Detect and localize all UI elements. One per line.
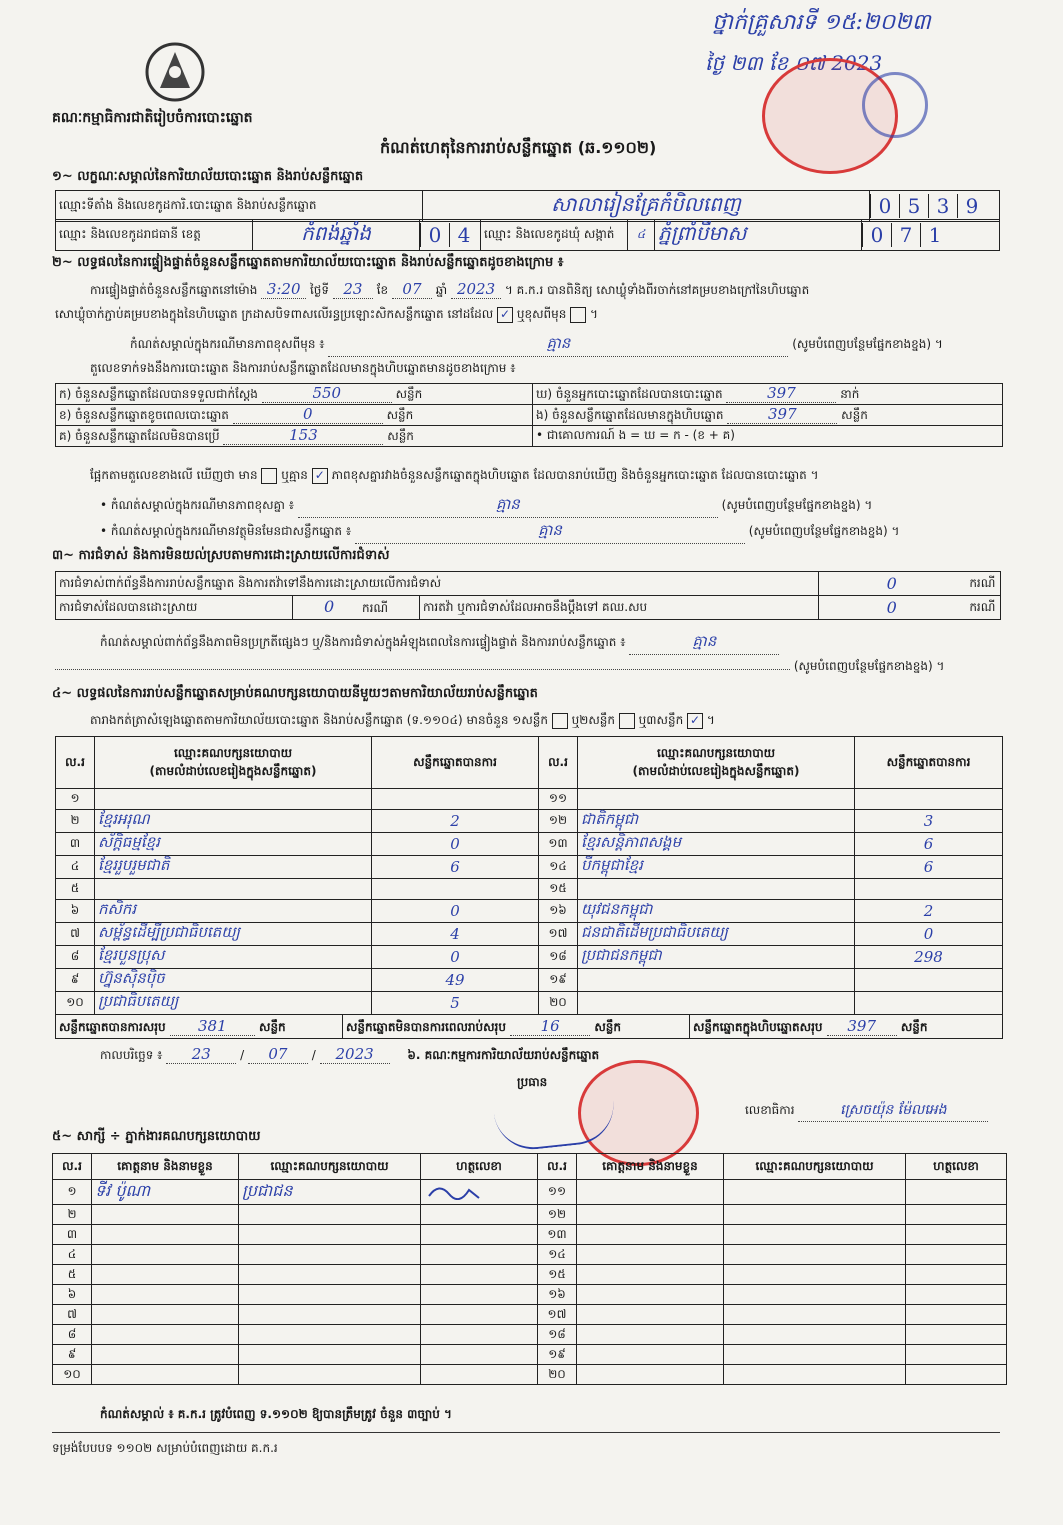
- witness-party: [724, 1205, 906, 1225]
- resolved-complaints-label: ការជំទាស់ដែលបានដោះស្រាយ: [56, 596, 293, 620]
- chair-label: ប្រធាន: [517, 1075, 548, 1089]
- witness-number: ១២: [538, 1205, 577, 1225]
- party-number: ១៩: [539, 969, 578, 992]
- witness-party: [239, 1225, 421, 1245]
- totals-table: [55, 1014, 1003, 1039]
- party-name: សម្ព័ន្ធដើម្បីប្រជាធិបតេយ្យ: [95, 923, 372, 946]
- results-row: [56, 879, 1003, 900]
- witness-row: [53, 1245, 1007, 1265]
- witness-signature: [421, 1205, 538, 1225]
- figures-row: ក) ចំនួនសន្លឹកឆ្នោតដែលបានទទួលជាក់ស្តែង 550 សន្លឹក ឃ) ចំនួនអ្នកបោះឆ្នោតដែលបានបោះឆ្នោត 397 នាក់: [56, 384, 1003, 405]
- party-votes: 3: [855, 810, 1003, 833]
- witness-party: [724, 1285, 906, 1305]
- witness-party: [724, 1325, 906, 1345]
- complaints-row1-value: 0: [818, 572, 965, 596]
- witness-name: [92, 1325, 239, 1345]
- witness-signature: [421, 1285, 538, 1305]
- section1-heading: ១~ លក្ខណៈសម្គាល់នៃការិយាល័យបោះឆ្នោត និងរាប់សន្លឹកឆ្នោត: [52, 169, 364, 184]
- emblem-icon: [140, 40, 210, 105]
- witness-party: [724, 1345, 906, 1365]
- commune-number: ៤: [628, 220, 655, 251]
- form-note: ទម្រង់បែបបទ ១១០២ សម្រាប់បំពេញដោយ គ.ក.រ: [52, 1441, 278, 1455]
- figures-intro: តួលេខទាក់ទងនឹងការបោះឆ្នោត និងការរាប់សន្លឹកឆ្នោតដែលមានក្នុងហិបឆ្នោតមានដូចខាងក្រោម ៖: [90, 361, 516, 375]
- witness-signature: [421, 1245, 538, 1265]
- witness-signature: [906, 1180, 1007, 1205]
- handwritten-annotation-date: ថ្ងៃ ២៣ ខែ ០៧ 2023: [705, 51, 883, 75]
- witness-party: [239, 1365, 421, 1385]
- section2-heading: ២~ លទ្ធផលនៃការផ្ទៀងផ្ទាត់ចំនួនសន្លឹកឆ្នោតតាមការិយាល័យបោះឆ្នោត និងរាប់សន្លឹកឆ្នោតដូចខាងក្រោម ៖: [52, 255, 564, 270]
- witness-name: [92, 1305, 239, 1325]
- witness-number: ១: [53, 1180, 92, 1205]
- commune-name: ភ្នំព្រាំបីមាស: [655, 220, 862, 251]
- witness-number: ៦: [53, 1285, 92, 1305]
- party-number: ៧: [56, 923, 95, 946]
- witness-party: [724, 1180, 906, 1205]
- province-info-table: [55, 219, 1000, 251]
- results-row: [56, 810, 1003, 833]
- party-number: ១២: [539, 810, 578, 833]
- witness-number: ១៩: [538, 1345, 577, 1365]
- party-number: ៤: [56, 856, 95, 879]
- party-votes: [372, 789, 539, 810]
- commune-code: 0 7 1: [862, 220, 1000, 251]
- witness-number: ១៧: [538, 1305, 577, 1325]
- station-code: 0 5 3 9: [870, 191, 1000, 222]
- witness-party: [239, 1325, 421, 1345]
- party-name: ប្រជាធិបតេយ្យ: [95, 992, 372, 1015]
- witness-number: ១០: [53, 1365, 92, 1385]
- party-votes: [855, 789, 1003, 810]
- province-code: 0 4: [420, 220, 481, 251]
- witness-name: [92, 1225, 239, 1245]
- witness-number: ២: [53, 1205, 92, 1225]
- commune-label: ឈ្មោះ និងលេខកូដឃុំ សង្កាត់: [481, 220, 628, 251]
- witness-name: [577, 1325, 724, 1345]
- party-name: [578, 879, 855, 900]
- party-votes: 0: [372, 833, 539, 856]
- witness-signature: [906, 1345, 1007, 1365]
- party-votes: 6: [855, 833, 1003, 856]
- party-name: [95, 789, 372, 810]
- witness-row: [53, 1325, 1007, 1345]
- party-number: ២០: [539, 992, 578, 1015]
- party-number: ៥: [56, 879, 95, 900]
- party-number: ១៥: [539, 879, 578, 900]
- witness-name: [577, 1225, 724, 1245]
- party-number: ៩: [56, 969, 95, 992]
- witness-row: [53, 1205, 1007, 1225]
- difference-note-line: កំណត់សម្គាល់ក្នុងករណីមានភាពខុសពីមុន ៖ គ្មាន (សូមបំពេញបន្ថែមផ្នែកខាងខ្នង) ។: [130, 334, 1000, 357]
- irregularity-note: កំណត់សម្គាល់ពាក់ព័ន្ធនឹងភាពមិនប្រក្រតីផ្សេងៗ ឬ/និងការជំទាស់ក្នុងអំឡុងពេលនៃការផ្ទៀងផ្ទាត់ និងការរាប់សន្លឹកឆ្នោត ៖ គ្មាន: [100, 632, 1000, 655]
- witness-party: [239, 1265, 421, 1285]
- party-number: ២: [56, 810, 95, 833]
- party-name: ខ្មែរសន្តិភាពសង្គម: [578, 833, 855, 856]
- witness-number: ១៣: [538, 1225, 577, 1245]
- witness-number: ១១: [538, 1180, 577, 1205]
- witness-header-row: ល.រ គោត្តនាម និងនាមខ្លួន ឈ្មោះគណបក្សនយោបាយ ហត្ថលេខា ល.រ គោត្តនាម និងនាមខ្លួន ឈ្មោះគណបក្សនយោបាយ ហត្ថលេខា: [53, 1154, 1007, 1180]
- witness-signature: [906, 1265, 1007, 1285]
- results-row: [56, 833, 1003, 856]
- witness-name: [92, 1365, 239, 1385]
- witness-signature: [421, 1365, 538, 1385]
- witness-number: ៤: [53, 1245, 92, 1265]
- witness-name: ទីវ ប៉ូណា: [92, 1180, 239, 1205]
- witness-row: [53, 1365, 1007, 1385]
- witness-number: ៨: [53, 1325, 92, 1345]
- results-row: [56, 923, 1003, 946]
- witness-number: ១៤: [538, 1245, 577, 1265]
- witness-party: ប្រជាជន: [239, 1180, 421, 1205]
- witness-party: [239, 1305, 421, 1325]
- results-row: [56, 900, 1003, 923]
- results-row: [56, 946, 1003, 969]
- station-name: សាលារៀនគ្រែកំបិលពេញ: [423, 191, 870, 222]
- party-number: ១៧: [539, 923, 578, 946]
- party-name: [578, 969, 855, 992]
- province-name: កំពង់ឆ្នាំង: [253, 220, 420, 251]
- witness-party: [239, 1245, 421, 1265]
- appeals-value: 0: [818, 596, 965, 620]
- results-row: [56, 856, 1003, 879]
- handwritten-annotation-top: ថ្នាក់គ្រួសារទី ១៥:២០២៣: [712, 10, 931, 35]
- party-name: ខ្មែររួបរួមជាតិ: [95, 856, 372, 879]
- witness-party: [724, 1245, 906, 1265]
- witness-name: [92, 1285, 239, 1305]
- date-line: កាលបរិច្ឆេទ ៖ 23 / 07 / 2023 ៦. គណៈកម្មការការិយាល័យរាប់សន្លឹកឆ្នោត: [100, 1045, 600, 1063]
- verification-paragraph: ការផ្ទៀងផ្ទាត់ចំនួនសន្លឹកឆ្នោតនៅម៉ោង 3:20 ថ្ងៃទី 23 ខែ 07 ឆ្នាំ 2023 ។ គ.ក.រ បានពិនិត្យ សោឃ្លុំទាំងពីរចាក់នៅគម្របខាងក្រៅនៃហិបឆ្នោត: [90, 280, 810, 298]
- witness-signature: [906, 1245, 1007, 1265]
- two-sheets-checkbox[interactable]: [619, 713, 635, 729]
- witness-row: [53, 1305, 1007, 1325]
- party-name: ហ្វ៊ុនស៊ិនប៉ិច: [95, 969, 372, 992]
- seal-status-line: សោឃ្លុំចាក់ភ្ជាប់គម្របខាងក្នុងនៃហិបឆ្នោត ក្រដាសបិទពាសលើរន្ធប្រឡោះសិកសន្លឹកឆ្នោត នៅដដែល ✓ ឬខុសពីមុន ។: [55, 306, 598, 321]
- total-in-box: សន្លឹកឆ្នោតក្នុងហិបឆ្នោតសរុប 397 សន្លឹក: [690, 1015, 1003, 1039]
- party-votes: 6: [372, 856, 539, 879]
- witness-party: [724, 1225, 906, 1245]
- section4-heading: ៤~ លទ្ធផលនៃការរាប់សន្លឹកឆ្នោតសម្រាប់គណបក្សនយោបាយនីមួយៗតាមការិយាល័យរាប់សន្លឹកឆ្នោត: [52, 686, 538, 701]
- witness-number: ១៥: [538, 1265, 577, 1285]
- witness-name: [577, 1285, 724, 1305]
- party-results-table: [55, 736, 1003, 1015]
- secretary-line: លេខាធិការ ស្រេចយ៉ុន ម៉ែលអេង: [745, 1100, 988, 1122]
- results-row: [56, 969, 1003, 992]
- party-name: យុវជនកម្ពុជា: [578, 900, 855, 923]
- witness-name: [577, 1305, 724, 1325]
- party-votes: [855, 992, 1003, 1015]
- witness-signature: [906, 1305, 1007, 1325]
- same-checkbox[interactable]: ✓: [497, 307, 513, 323]
- party-number: ១: [56, 789, 95, 810]
- complaints-table: ការជំទាស់ពាក់ព័ន្ធនឹងការរាប់សន្លឹកឆ្នោត និងការតវ៉ាទៅនឹងការដោះស្រាយលើការជំទាស់ 0 ករណី ការជំទាស់ដែលបានដោះស្រាយ 0 ករណី ការតវ៉ា ឬការជំទាស់ដែលអាចនឹងប្តឹងទៅ គឈ.សប 0 ករណី: [55, 571, 1001, 620]
- has-difference-checkbox[interactable]: [261, 468, 277, 484]
- party-name: [578, 992, 855, 1015]
- witness-row: [53, 1225, 1007, 1245]
- witness-name: [92, 1265, 239, 1285]
- party-name: ប្រជាជនកម្ពុជា: [578, 946, 855, 969]
- witness-party: [724, 1305, 906, 1325]
- one-sheet-checkbox[interactable]: [552, 713, 568, 729]
- party-votes: 2: [855, 900, 1003, 923]
- witness-row: [53, 1285, 1007, 1305]
- party-votes: 49: [372, 969, 539, 992]
- party-votes: 0: [372, 900, 539, 923]
- witness-row: [53, 1345, 1007, 1365]
- witness-party: [239, 1345, 421, 1365]
- witness-table: [52, 1153, 1007, 1385]
- party-name: ជនជាតិដើមប្រជាធិបតេយ្យ: [578, 923, 855, 946]
- total-invalid: សន្លឹកឆ្នោតមិនបានការពេលរាប់សរុប 16 សន្លឹក: [343, 1015, 690, 1039]
- committee-name: គណៈកម្មាធិការជាតិរៀបចំការបោះឆ្នោត: [52, 110, 253, 126]
- station-label: ឈ្មោះទីតាំង និងលេខកូដការិ.បោះឆ្នោត និងរាប់សន្លឹកឆ្នោត: [56, 191, 423, 222]
- witness-row: [53, 1265, 1007, 1285]
- difference-bullet: • កំណត់សម្គាល់ក្នុងករណីមានភាពខុសគ្នា ៖ គ្មាន (សូមបំពេញបន្ថែមផ្នែកខាងខ្នង) ។: [100, 495, 1000, 518]
- party-number: ៣: [56, 833, 95, 856]
- party-number: ១០: [56, 992, 95, 1015]
- witness-name: [577, 1365, 724, 1385]
- party-votes: [372, 879, 539, 900]
- results-row: [56, 992, 1003, 1015]
- party-votes: [855, 879, 1003, 900]
- party-votes: [855, 969, 1003, 992]
- party-number: ៨: [56, 946, 95, 969]
- witness-signature: [906, 1205, 1007, 1225]
- party-number: ១៨: [539, 946, 578, 969]
- witness-signature: [906, 1285, 1007, 1305]
- witness-number: ១៦: [538, 1285, 577, 1305]
- witness-signature: [421, 1325, 538, 1345]
- witness-party: [239, 1285, 421, 1305]
- section5-heading: ៥~ សាក្សី ÷ ភ្នាក់ងារគណបក្សនយោបាយ: [52, 1129, 261, 1144]
- party-votes: 0: [372, 946, 539, 969]
- witness-name: [577, 1245, 724, 1265]
- footer-note: កំណត់សម្គាល់ ៖ គ.ក.រ ត្រូវបំពេញ ទ.១១០២ ឱ្យបានត្រឹមត្រូវ ចំនួន ៣ច្បាប់ ។: [100, 1407, 452, 1421]
- footer-divider: [52, 1432, 1000, 1433]
- witness-name: [92, 1245, 239, 1265]
- section3-heading: ៣~ ការជំទាស់ និងការមិនយល់ស្របតាមការដោះស្រាយលើការជំទាស់: [52, 548, 390, 563]
- party-votes: 298: [855, 946, 1003, 969]
- witness-name: [92, 1345, 239, 1365]
- form-title: កំណត់ហេតុនៃការរាប់សន្លឹកឆ្នោត (ឆ.១១០២): [380, 138, 657, 157]
- party-name: ជាតិកម្ពុជា: [578, 810, 855, 833]
- party-votes: 0: [855, 923, 1003, 946]
- party-votes: 4: [372, 923, 539, 946]
- results-row: [56, 789, 1003, 810]
- party-number: ១៣: [539, 833, 578, 856]
- three-sheets-checkbox[interactable]: ✓: [687, 713, 703, 729]
- witness-signature: [421, 1345, 538, 1365]
- results-header-row: ល.រ ឈ្មោះគណបក្សនយោបាយ (តាមលំដាប់លេខរៀងក្នុងសន្លឹកឆ្នោត) សន្លឹកឆ្នោតបានការ ល.រ ឈ្មោះគណបក្សនយោបាយ (តាមលំដាប់លេខរៀងក្នុងសន្លឹកឆ្នោត) សន្លឹកឆ្នោតបានការ: [56, 737, 1003, 789]
- witness-number: ៣: [53, 1225, 92, 1245]
- tally-sheet-count: តារាងកត់ត្រាសំឡេងឆ្នោតតាមការិយាល័យបោះឆ្នោត និងរាប់សន្លឹកឆ្នោត (ទ.១១០៤) មានចំនួន ១សន្លឹក ឬ២សន្លឹក ឬ៣សន្លឹក ✓ ។: [90, 712, 715, 727]
- station-info-table: [55, 190, 1000, 222]
- province-label: ឈ្មោះ និងលេខកូដរាជធានី ខេត្ត: [56, 220, 253, 251]
- discrepancy-line: ផ្អែកតាមតួលេខខាងលើ ឃើញថា មាន ឬគ្មាន ✓ ភាពខុសគ្នារវាងចំនួនសន្លឹកឆ្នោតក្នុងហិបឆ្នោត ដែលបានរាប់ឃើញ និងចំនួនអ្នកបោះឆ្នោត ដែលបានបោះឆ្នោត ។: [90, 467, 819, 482]
- witness-name: [577, 1180, 724, 1205]
- witness-number: ៩: [53, 1345, 92, 1365]
- foreign-object-bullet: • កំណត់សម្គាល់ក្នុងករណីមានវត្ថុមិនមែនជាសន្លឹកឆ្នោត ៖ គ្មាន (សូមបំពេញបន្ថែមផ្នែកខាងខ្នង) ។: [100, 521, 1000, 544]
- witness-number: ៧: [53, 1305, 92, 1325]
- signature-mark-top: [862, 72, 928, 138]
- witness-party: [724, 1365, 906, 1385]
- witness-number: ៥: [53, 1265, 92, 1285]
- witness-name: [577, 1345, 724, 1365]
- witness-signature: [421, 1265, 538, 1285]
- party-votes: 5: [372, 992, 539, 1015]
- party-number: ១១: [539, 789, 578, 810]
- witness-number: ១៨: [538, 1325, 577, 1345]
- witness-row: [53, 1180, 1007, 1205]
- witness-name: [577, 1265, 724, 1285]
- witness-signature: [906, 1325, 1007, 1345]
- witness-signature: [906, 1365, 1007, 1385]
- witness-name: [92, 1205, 239, 1225]
- witness-party: [724, 1265, 906, 1285]
- witness-signature: [421, 1225, 538, 1245]
- ballot-figures-table: [55, 383, 1003, 447]
- figures-row: គ) ចំនួនសន្លឹកឆ្នោតដែលមិនបានប្រើ 153 សន្លឹក • ជាគោលការណ៍ ង = ឃ = ក - (ខ + គ): [56, 426, 1003, 447]
- witness-name: [577, 1205, 724, 1225]
- no-difference-checkbox[interactable]: ✓: [312, 468, 328, 484]
- total-valid: សន្លឹកឆ្នោតបានការសរុប 381 សន្លឹក: [56, 1015, 343, 1039]
- complaints-row1-label: ការជំទាស់ពាក់ព័ន្ធនឹងការរាប់សន្លឹកឆ្នោត និងការតវ៉ាទៅនឹងការដោះស្រាយលើការជំទាស់: [56, 572, 819, 596]
- figures-row: ខ) ចំនួនសន្លឹកឆ្នោតខូចពេលបោះឆ្នោត 0 សន្លឹក ង) ចំនួនសន្លឹកឆ្នោតដែលមានក្នុងហិបឆ្នោត 397 សន្លឹក: [56, 405, 1003, 426]
- witness-signature: [421, 1305, 538, 1325]
- party-name: ខ្មែរអរុណ: [95, 810, 372, 833]
- irregularity-note-continuation: (សូមបំពេញបន្ថែមផ្នែកខាងខ្នង) ។: [55, 658, 1003, 676]
- party-votes: 2: [372, 810, 539, 833]
- witness-signature: [906, 1225, 1007, 1245]
- party-name: កសិករ: [95, 900, 372, 923]
- appeals-label: ការតវ៉ា ឬការជំទាស់ដែលអាចនឹងប្តឹងទៅ គឈ.សប: [420, 596, 819, 620]
- resolved-complaints-value: 0 ករណី: [293, 596, 420, 620]
- party-votes: 6: [855, 856, 1003, 879]
- party-name: [578, 789, 855, 810]
- witness-signature: [421, 1180, 538, 1205]
- party-number: ៦: [56, 900, 95, 923]
- witness-party: [239, 1205, 421, 1225]
- party-number: ១៦: [539, 900, 578, 923]
- party-name: បីកម្ពុជាខ្មែរ: [578, 856, 855, 879]
- party-name: [95, 879, 372, 900]
- different-checkbox[interactable]: [570, 307, 586, 323]
- party-name: ស័ក្តិធម្មខ្មែរ: [95, 833, 372, 856]
- party-name: ខ្មែរបួនប្រុស: [95, 946, 372, 969]
- witness-number: ២០: [538, 1365, 577, 1385]
- party-number: ១៤: [539, 856, 578, 879]
